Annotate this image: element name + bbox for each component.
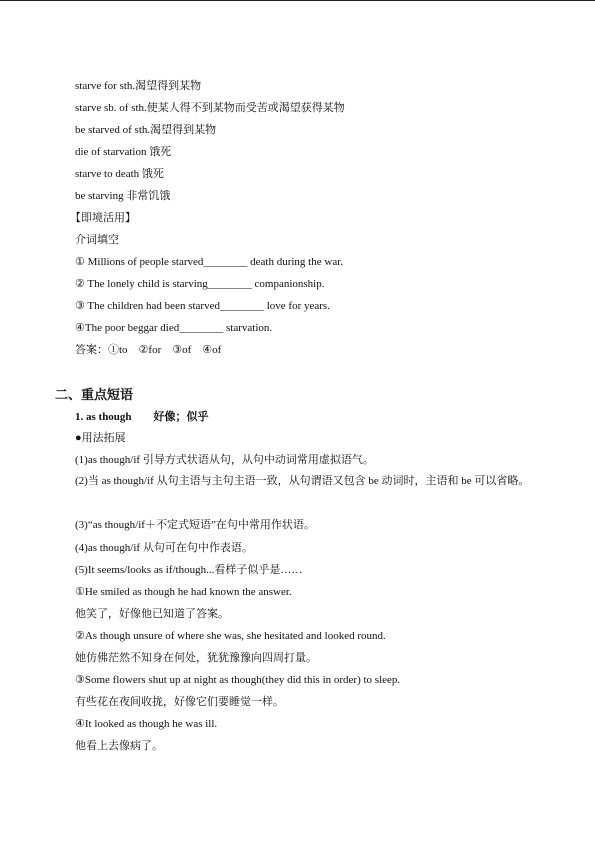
example-en: ②As though unsure of where she was, she hesitated and looked round. [75, 630, 386, 642]
vocab-line: starve to death 饿死 [75, 168, 164, 180]
vocab-line: starve for sth.渴望得到某物 [75, 80, 202, 92]
answer-line: 答案：①to ②for ③of ④of [75, 344, 222, 356]
example-zh: 有些花在夜间收拢，好像它们要睡觉一样。 [75, 696, 284, 708]
section-heading: 二、重点短语 [55, 387, 134, 402]
usage-item: (5)It seems/looks as if/though...看样子似乎是…… [75, 564, 303, 576]
vocab-line: be starving 非常饥饿 [75, 190, 171, 202]
usage-item: (4)as though/if 从句可在句中作表语。 [75, 542, 253, 554]
usage-item: (3)“as though/if＋不定式短语”在句中常用作状语。 [75, 519, 315, 531]
usage-title: ●用法拓展 [75, 432, 126, 444]
example-zh: 他看上去像病了。 [75, 740, 163, 752]
example-zh: 他笑了，好像他已知道了答案。 [75, 608, 229, 620]
example-zh: 她仿佛茫然不知身在何处，犹犹豫豫向四周打量。 [75, 652, 317, 664]
exercise-item: ④The poor beggar died________ starvation. [75, 322, 273, 334]
vocab-line: be starved of sth.渴望得到某物 [75, 124, 217, 136]
example-en: ④It looked as though he was ill. [75, 718, 218, 730]
vocab-line: die of starvation 饿死 [75, 146, 172, 158]
example-en: ①He smiled as though he had known the answer. [75, 586, 292, 598]
practice-title: 【即境活用】 [70, 212, 136, 224]
phrase-title: 1. as though 好像；似乎 [75, 411, 209, 423]
usage-item: (1)as though/if 引导方式状语从句，从句中动词常用虚拟语气。 [75, 454, 374, 466]
exercise-item: ② The lonely child is starving________ companionship. [75, 278, 325, 290]
usage-item: (2)当 as though/if 从句主语与主句主语一致，从句谓语又包含 be 动词时，主语和 be 可以省略。 [75, 475, 530, 487]
top-border [0, 0, 595, 1]
exercise-item: ③ The children had been starved________ love for years. [75, 300, 330, 312]
example-en: ③Some flowers shut up at night as though(they did this in order) to sleep. [75, 674, 401, 686]
exercise-item: ① Millions of people starved________ death during the war. [75, 256, 344, 268]
exercise-type: 介词填空 [75, 234, 119, 246]
vocab-line: starve sb. of sth.使某人得不到某物而受苦或渴望获得某物 [75, 102, 345, 114]
